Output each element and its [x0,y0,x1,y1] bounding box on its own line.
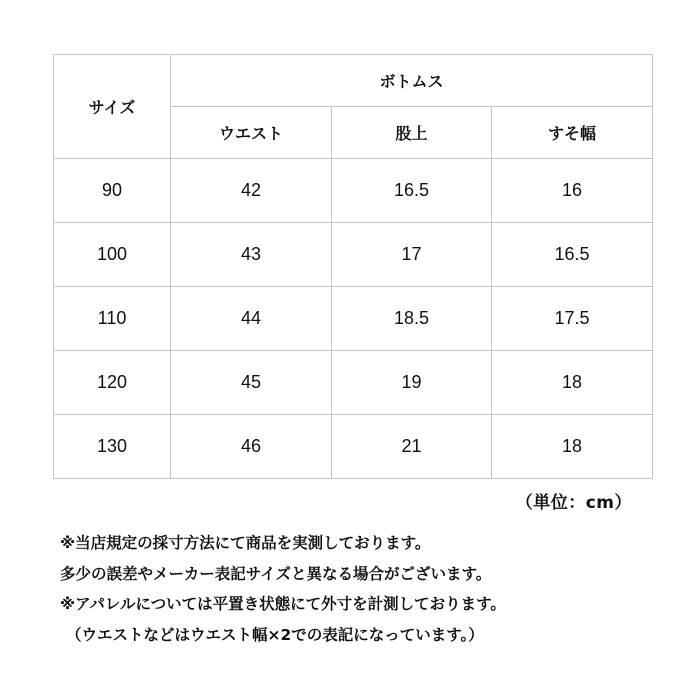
hem-width-header: すそ幅 [492,107,653,159]
waist-cell: 44 [171,287,332,351]
unit-label: （単位：cm） [515,493,632,513]
hem-width-cell: 17.5 [492,287,653,351]
header-row-group [54,55,653,107]
size-cell: 100 [54,223,171,287]
rise-cell: 21 [332,415,492,479]
notes-block [60,528,690,650]
size-chart-table [53,54,653,479]
table-row [54,223,653,287]
hem-width-cell: 18 [492,415,653,479]
waist-cell: 43 [171,223,332,287]
waist-cell: 42 [171,159,332,223]
rise-cell: 17 [332,223,492,287]
hem-width-cell: 16 [492,159,653,223]
size-cell: 110 [54,287,171,351]
size-cell: 120 [54,351,171,415]
note-line: 多少の誤差やメーカー表記サイズと異なる場合がございます。 [60,564,492,583]
size-cell: 90 [54,159,171,223]
table-row [54,351,653,415]
table-row [54,415,653,479]
waist-cell: 46 [171,415,332,479]
note-line: ※当店規定の採寸方法にて商品を実測しております。 [60,534,431,552]
table-row [54,287,653,351]
size-cell: 130 [54,415,171,479]
hem-width-cell: 18 [492,351,653,415]
rise-cell: 19 [332,351,492,415]
waist-header: ウエスト [171,107,332,159]
waist-cell: 45 [171,351,332,415]
bottoms-group-header: ボトムス [171,55,653,107]
rise-header: 股上 [332,107,492,159]
rise-cell: 16.5 [332,159,492,223]
note-line: ※アパレルについては平置き状態にて外寸を計測しております。 [60,595,506,613]
note-line: （ウエストなどはウエスト幅×2での表記になっています。） [66,625,484,644]
table-row [54,159,653,223]
rise-cell: 18.5 [332,287,492,351]
size-header: サイズ [54,55,171,159]
hem-width-cell: 16.5 [492,223,653,287]
